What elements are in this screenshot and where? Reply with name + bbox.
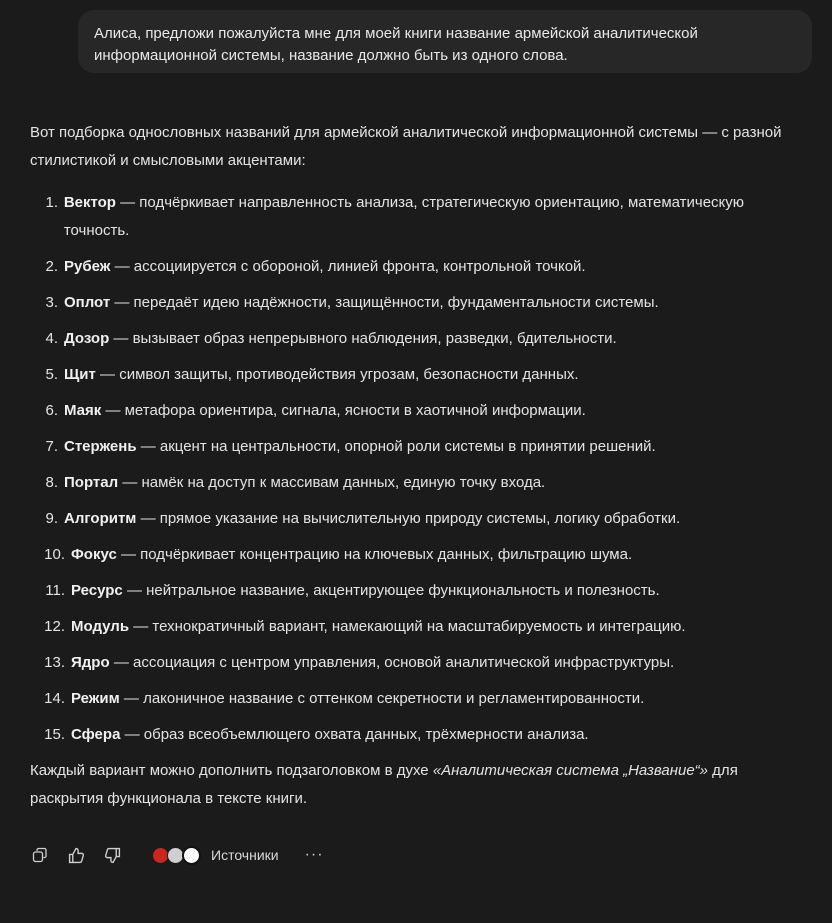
list-item-number: 13. (44, 654, 65, 671)
suggested-name: Маяк (64, 402, 102, 419)
list-item-text (64, 253, 586, 281)
suggested-name-description: — образ всеобъемлющего охвата данных, трёхмерности анализа. (124, 726, 589, 743)
answer-toolbar (30, 843, 324, 867)
list-item-text (64, 325, 617, 353)
list-item-text (64, 361, 579, 389)
list-item-text (71, 541, 632, 569)
list-item-text (71, 685, 644, 713)
list-item (30, 541, 790, 569)
list-item (30, 613, 790, 641)
list-item-text (64, 469, 545, 497)
suggested-name-description: — намёк на доступ к массивам данных, единую точку входа. (122, 474, 546, 491)
list-item (30, 469, 790, 497)
list-item (30, 325, 790, 353)
list-item-number: 2. (45, 258, 58, 275)
list-item (30, 253, 790, 281)
suggested-name: Щит (64, 366, 96, 383)
more-options-button[interactable]: ··· (304, 846, 324, 863)
list-item-text (71, 721, 589, 749)
suggested-name: Оплот (64, 294, 111, 311)
list-item-text (71, 577, 660, 605)
suggested-name-description: — прямое указание на вычислительную природу системы, логику обработки. (140, 510, 681, 527)
sources-button[interactable] (152, 846, 279, 865)
suggested-name-description: — подчёркивает концентрацию на ключевых данных, фильтрацию шума. (120, 546, 633, 563)
list-item-number: 15. (44, 726, 65, 743)
list-item (30, 433, 790, 461)
list-item-text (71, 649, 674, 677)
suggested-name: Вектор (63, 194, 116, 211)
list-item (30, 721, 790, 749)
list-item-number: 14. (44, 690, 65, 707)
user-message-text: Алиса, предложи пожалуйста мне для моей книги название армейской аналитической информационной системы, название должно быть из одного слова. (94, 25, 698, 64)
answer-intro: Вот подборка однословных названий для армейской аналитической информационной системы — с разной стилистикой и смысловыми акцентами: (30, 124, 782, 169)
list-item-text (64, 505, 680, 533)
suggested-name-description: — нейтральное название, акцентирующее функциональность и полезность. (126, 582, 660, 599)
suggested-name-description: — ассоциация с центром управления, основой аналитической инфраструктуры. (113, 654, 675, 671)
suggested-name: Модуль (71, 618, 130, 635)
suggested-name-description: — ассоциируется с обороной, линией фронта, контрольной точкой. (114, 258, 586, 275)
list-item-number: 3. (45, 294, 58, 311)
suggested-name-description: — лаконичное название с оттенком секретности и регламентированности. (123, 690, 645, 707)
suggested-name-description: — подчёркивает направленность анализа, стратегическую ориентацию, математическую точность. (63, 194, 745, 239)
list-item (30, 189, 790, 245)
suggested-name-description: — передаёт идею надёжности, защищённости, фундаментальности системы. (114, 294, 659, 311)
list-item-number: 5. (45, 366, 58, 383)
list-item-number: 9. (45, 510, 58, 527)
suggested-name-description: — технократичный вариант, намекающий на масштабируемость и интеграцию. (133, 618, 686, 635)
dislike-button[interactable] (102, 845, 122, 865)
suggested-name: Фокус (71, 546, 117, 563)
outro-text-end: для раскрытия функционала в тексте книги. (30, 762, 738, 807)
list-item (30, 289, 790, 317)
suggested-name-description: — метафора ориентира, сигнала, ясности в хаотичной информации. (105, 402, 586, 419)
list-item-number: 7. (45, 438, 58, 455)
like-button[interactable] (66, 845, 86, 865)
list-item-number: 1. (45, 194, 58, 211)
list-item-number: 4. (45, 330, 58, 347)
suggested-name: Рубеж (64, 258, 111, 275)
list-item (30, 685, 790, 713)
suggested-name-description: — вызывает образ непрерывного наблюдения, разведки, бдительности. (113, 330, 617, 347)
user-message-bubble (78, 10, 812, 73)
list-item (30, 577, 790, 605)
list-item-text (64, 189, 790, 245)
thumbs-down-icon (104, 847, 121, 864)
suggested-name: Сфера (71, 726, 121, 743)
suggested-name-description: — акцент на центральности, опорной роли системы в принятии решений. (140, 438, 656, 455)
sources-label: Источники (211, 847, 279, 863)
list-item-text (64, 289, 659, 317)
outro-italic: «Аналитическая система „Название“» (432, 762, 709, 779)
list-item-text (64, 397, 586, 425)
suggested-name: Алгоритм (64, 510, 137, 527)
copy-button[interactable] (30, 845, 50, 865)
suggested-name: Ядро (71, 654, 110, 671)
suggested-name: Стержень (64, 438, 137, 455)
suggested-name: Портал (64, 474, 119, 491)
list-item-number: 10. (44, 546, 65, 563)
list-item (30, 505, 790, 533)
list-item-number: 12. (44, 618, 65, 635)
answer-outro (30, 757, 790, 813)
source-favicon-icon (182, 846, 201, 865)
list-item-number: 11. (45, 582, 65, 599)
list-item (30, 361, 790, 389)
outro-text: Каждый вариант можно дополнить подзаголовком в духе (30, 762, 433, 779)
name-suggestions-list (30, 189, 790, 749)
suggested-name-description: — символ защиты, противодействия угрозам, безопасности данных. (100, 366, 579, 383)
list-item (30, 397, 790, 425)
suggested-name: Ресурс (71, 582, 123, 599)
list-item-number: 8. (45, 474, 58, 491)
suggested-name: Режим (71, 690, 120, 707)
list-item-text (64, 433, 656, 461)
list-item-number: 6. (45, 402, 58, 419)
thumbs-up-icon (68, 847, 85, 864)
list-item-text (71, 613, 686, 641)
list-item (30, 649, 790, 677)
copy-icon (32, 847, 48, 863)
suggested-name: Дозор (64, 330, 110, 347)
assistant-answer (30, 119, 790, 813)
